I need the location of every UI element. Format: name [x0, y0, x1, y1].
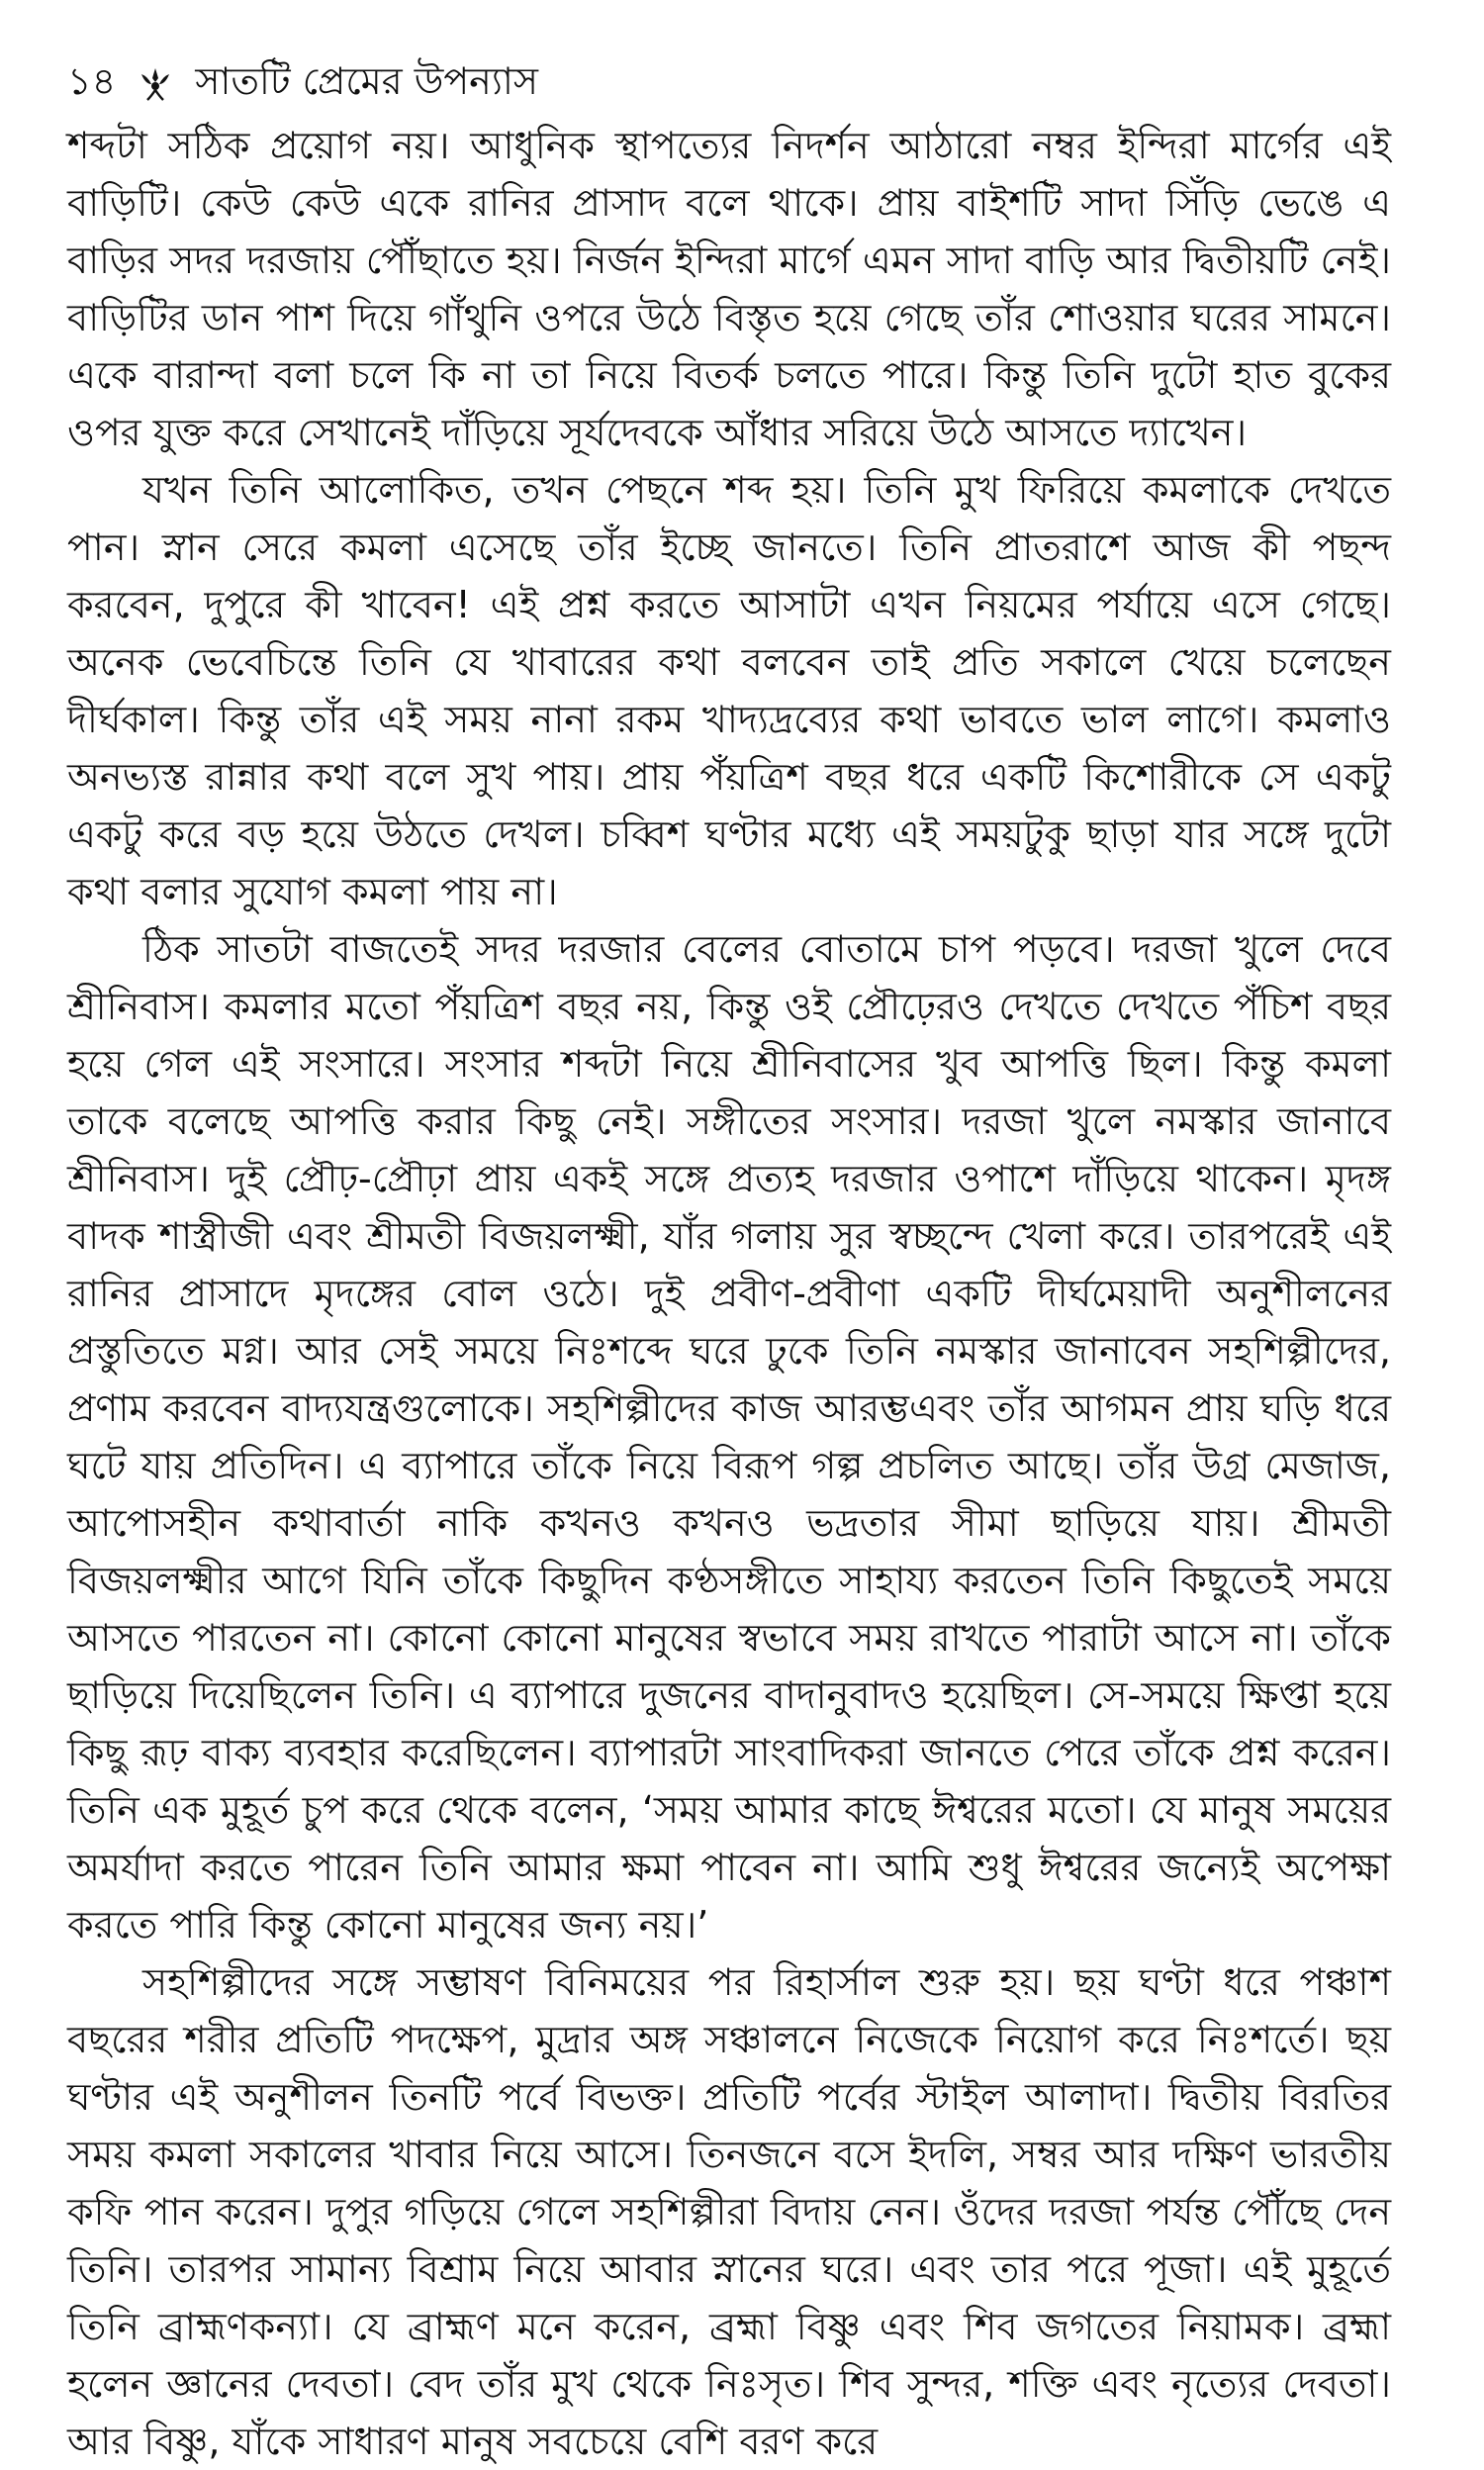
paragraph: সহশিল্পীদের সঙ্গে সম্ভাষণ বিনিময়ের পর রিহার্সাল শুরু হয়। ছয় ঘণ্টা ধরে পঞ্চাশ বছরের শরীর প্রতিটি পদক্ষেপ, মুদ্রার অঙ্গ সঞ্চালনে নিজেকে নিয়োগ করে নিঃশর্তে। ছয় ঘণ্টার এই অনুশীলন তিনটি পর্বে বিভক্ত। প্রতিটি পর্বের স্টাইল আলাদা। দ্বিতীয় বিরতির সময় কমলা সকালের খাবার নিয়ে আসে। তিনজনে বসে ইদলি, সম্বর আর দক্ষিণ ভারতীয় কফি পান করেন। দুপুর গড়িয়ে গেলে সহশিল্পীরা বিদায় নেন। ওঁদের দরজা পর্যন্ত পৌঁছে দেন তিনি। তারপর সামান্য বিশ্রাম নিয়ে আবার স্নানের ঘরে। এবং তার পরে পূজা। এই মুহূর্তে তিনি ব্রাহ্মণকন্যা। যে ব্রাহ্মণ মনে করেন, ব্রহ্মা বিষ্ণু এবং শিব জগতের নিয়ামক। ব্রহ্মা হলেন জ্ঞানের দেবতা। বেদ তাঁর মুখ থেকে নিঃসৃত। শিব সুন্দর, শক্তি এবং নৃত্যের দেবতা। আর বিষ্ণু, যাঁকে সাধারণ মানুষ সবচেয়ে বেশি বরণ করে: [67, 1960, 1391, 2463]
paragraph: ঠিক সাতটা বাজতেই সদর দরজার বেলের বোতামে চাপ পড়বে। দরজা খুলে দেবে শ্রীনিবাস। কমলার মতো পঁয়ত্রিশ বছর নয়, কিন্তু ওই প্রৌঢ়েরও দেখতে দেখতে পঁচিশ বছর হয়ে গেল এই সংসারে। সংসার শব্দটা নিয়ে শ্রীনিবাসের খুব আপত্তি ছিল। কিন্তু কমলা তাকে বলেছে আপত্তি করার কিছু নেই। সঙ্গীতের সংসার। দরজা খুলে নমস্কার জানাবে শ্রীনিবাস। দুই প্রৌঢ়-প্রৌঢ়া প্রায় একই সঙ্গে প্রত্যহ দরজার ওপাশে দাঁড়িয়ে থাকেন। মৃদঙ্গ বাদক শাস্ত্রীজী এবং শ্রীমতী বিজয়লক্ষ্মী, যাঁর গলায় সুর স্বচ্ছন্দে খেলা করে। তারপরেই এই রানির প্রাসাদে মৃদঙ্গের বোল ওঠে। দুই প্রবীণ-প্রবীণা একটি দীর্ঘমেয়াদী অনুশীলনের প্রস্তুতিতে মগ্ন। আর সেই সময়ে নিঃশব্দে ঘরে ঢুকে তিনি নমস্কার জানাবেন সহশিল্পীদের, প্রণাম করবেন বাদ্যযন্ত্রগুলোকে। সহশিল্পীদের কাজ আরম্ভএবং তাঁর আগমন প্রায় ঘড়ি ধরে ঘটে যায় প্রতিদিন। এ ব্যাপারে তাঁকে নিয়ে বিরূপ গল্প প্রচলিত আছে। তাঁর উগ্র মেজাজ, আপোসহীন কথাবার্তা নাকি কখনও কখনও ভদ্রতার সীমা ছাড়িয়ে যায়। শ্রীমতী বিজয়লক্ষ্মীর আগে যিনি তাঁকে কিছুদিন কণ্ঠসঙ্গীতে সাহায্য করতেন তিনি কিছুতেই সময়ে আসতে পারতেন না। কোনো কোনো মানুষের স্বভাবে সময় রাখতে পারাটা আসে না। তাঁকে ছাড়িয়ে দিয়েছিলেন তিনি। এ ব্যাপারে দুজনের বাদানুবাদও হয়েছিল। সে-সময়ে ক্ষিপ্তা হয়ে কিছু রূঢ় বাক্য ব্যবহার করেছিলেন। ব্যাপারটা সাংবাদিকরা জানতে পেরে তাঁকে প্রশ্ন করেন। তিনি এক মুহূর্ত চুপ করে থেকে বলেন, ‘সময় আমার কাছে ঈশ্বরের মতো। যে মানুষ সময়ের অমর্যাদা করতে পারেন তিনি আমার ক্ষমা পাবেন না। আমি শুধু ঈশ্বরের জন্যেই অপেক্ষা করতে পারি কিন্তু কোনো মানুষের জন্য নয়।’: [67, 927, 1391, 1947]
floral-ornament-icon: [136, 61, 175, 101]
book-title: সাতটি প্রেমের উপন্যাস: [195, 59, 538, 103]
page-number: ১৪: [67, 59, 117, 103]
page-header: [67, 51, 538, 111]
paragraph: শব্দটা সঠিক প্রয়োগ নয়। আধুনিক স্থাপত্যের নিদর্শন আঠারো নম্বর ইন্দিরা মার্গের এই বাড়িটি। কেউ কেউ একে রানির প্রাসাদ বলে থাকে। প্রায় বাইশটি সাদা সিঁড়ি ভেঙে এ বাড়ির সদর দরজায় পৌঁছাতে হয়। নির্জন ইন্দিরা মার্গে এমন সাদা বাড়ি আর দ্বিতীয়টি নেই। বাড়িটির ডান পাশ দিয়ে গাঁথুনি ওপরে উঠে বিস্তৃত হয়ে গেছে তাঁর শোওয়ার ঘরের সামনে। একে বারান্দা বলা চলে কি না তা নিয়ে বিতর্ক চলতে পারে। কিন্তু তিনি দুটো হাত বুকের ওপর যুক্ত করে সেখানেই দাঁড়িয়ে সূর্যদেবকে আঁধার সরিয়ে উঠে আসতে দ্যাখেন।: [67, 124, 1391, 454]
body-text: [67, 117, 1391, 2470]
paragraph: যখন তিনি আলোকিত, তখন পেছনে শব্দ হয়। তিনি মুখ ফিরিয়ে কমলাকে দেখতে পান। স্নান সেরে কমলা এসেছে তাঁর ইচ্ছে জানতে। তিনি প্রাতরাশে আজ কী পছন্দ করবেন, দুপুরে কী খাবেন! এই প্রশ্ন করতে আসাটা এখন নিয়মের পর্যায়ে এসে গেছে। অনেক ভেবেচিন্তে তিনি যে খাবারের কথা বলবেন তাই প্রতি সকালে খেয়ে চলেছেন দীর্ঘকাল। কিন্তু তাঁর এই সময় নানা রকম খাদ্যদ্রব্যের কথা ভাবতে ভাল লাগে। কমলাও অনভ্যস্ত রান্নার কথা বলে সুখ পায়। প্রায় পঁয়ত্রিশ বছর ধরে একটি কিশোরীকে সে একটু একটু করে বড় হয়ে উঠতে দেখল। চব্বিশ ঘণ্টার মধ্যে এই সময়টুকু ছাড়া যার সঙ্গে দুটো কথা বলার সুযোগ কমলা পায় না।: [67, 468, 1391, 913]
